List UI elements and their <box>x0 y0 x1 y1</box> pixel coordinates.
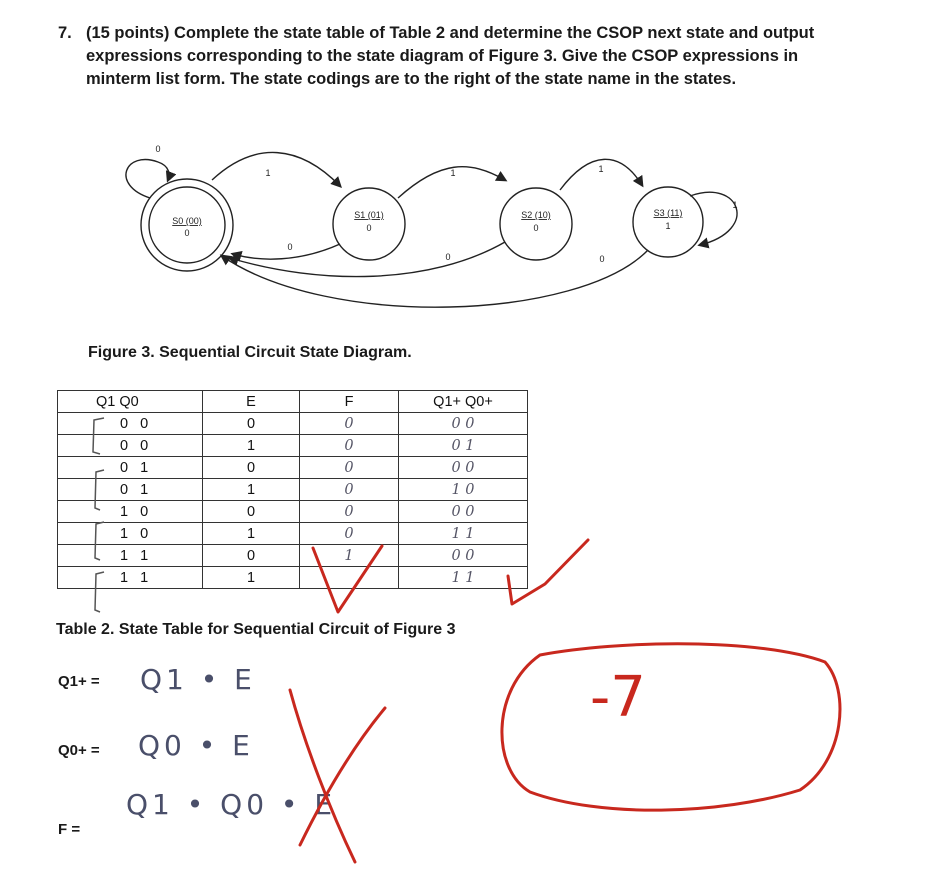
score-value: -7 <box>590 665 646 730</box>
cell-q: 0 0 <box>58 413 203 435</box>
state-s3-output: 1 <box>665 221 671 231</box>
cell-next: 1 1 <box>399 567 528 589</box>
state-s2-output: 0 <box>533 223 539 233</box>
state-s2-name: S2 (10) <box>521 210 551 220</box>
q0-next-label: Q0+ = <box>58 742 100 759</box>
cell-q: 1 1 <box>58 545 203 567</box>
cell-q: 0 0 <box>58 435 203 457</box>
check-mark <box>313 546 382 612</box>
cell-next: 1 1 <box>399 523 528 545</box>
cell-f: 0 <box>300 457 399 479</box>
cell-next: 0 0 <box>399 413 528 435</box>
f-output-label: F = <box>58 821 81 838</box>
edge-label-s3-s0: 0 <box>599 254 605 264</box>
edge-label-s0-s1: 1 <box>265 168 271 178</box>
cell-f: 0 <box>300 435 399 457</box>
cell-next: 0 1 <box>399 435 528 457</box>
cross-mark <box>300 708 385 845</box>
cell-e: 0 <box>203 501 300 523</box>
state-s0-output: 0 <box>184 228 190 238</box>
state-s1-name: S1 (01) <box>354 210 384 220</box>
cell-e: 0 <box>203 457 300 479</box>
cell-e: 1 <box>203 567 300 589</box>
header-q1q0: Q1 Q0 <box>58 391 203 413</box>
cell-q: 0 1 <box>58 479 203 501</box>
cell-e: 1 <box>203 435 300 457</box>
q1-next-label: Q1+ = <box>58 673 100 690</box>
header-e: E <box>203 391 300 413</box>
edge-label-s2-s3: 1 <box>598 164 604 174</box>
edge-label-s0-self: 0 <box>155 144 161 154</box>
cell-f: 1 <box>300 545 399 567</box>
state-s3-name: S3 (11) <box>653 208 683 218</box>
figure-caption: Figure 3. Sequential Circuit State Diagram. <box>88 344 412 361</box>
cell-f: 0 <box>300 413 399 435</box>
question-prompt: (15 points) Complete the state table of Table 2 and determine the CSOP next state and output expressions corresponding to the state diagram of Figure 3. Give the CSOP expressions in minterm list form. The state codings are to the right of the state name in the states. <box>86 24 815 88</box>
cross-mark <box>290 690 355 862</box>
f-output-answer: Q1 • Q0 • E <box>126 788 337 821</box>
edge-label-s1-s0: 0 <box>287 242 293 252</box>
cell-q: 1 0 <box>58 523 203 545</box>
question-number: 7. <box>58 24 72 42</box>
cell-e: 0 <box>203 545 300 567</box>
edge-label-s2-s0: 0 <box>445 252 451 262</box>
cell-next: 0 0 <box>399 501 528 523</box>
cell-f: 0 <box>300 479 399 501</box>
table-caption: Table 2. State Table for Sequential Circuit of Figure 3 <box>56 621 456 638</box>
cell-q: 1 0 <box>58 501 203 523</box>
check-mark <box>508 540 588 604</box>
q1-next-answer: Q1 • E <box>140 663 256 696</box>
state-s0-name: S0 (00) <box>172 216 202 226</box>
cell-next: 0 0 <box>399 545 528 567</box>
cell-next: 0 0 <box>399 457 528 479</box>
cell-q: 0 1 <box>58 457 203 479</box>
cell-f: 0 <box>300 523 399 545</box>
state-s1-output: 0 <box>366 223 372 233</box>
cell-e: 1 <box>203 523 300 545</box>
cell-q: 1 1 <box>58 567 203 589</box>
edge-label-s1-s2: 1 <box>450 168 456 178</box>
score-circle <box>502 644 840 810</box>
cell-e: 0 <box>203 413 300 435</box>
header-f: F <box>300 391 399 413</box>
header-next: Q1+ Q0+ <box>399 391 528 413</box>
cell-next: 1 0 <box>399 479 528 501</box>
q0-next-answer: Q0 • E <box>138 729 254 762</box>
cell-e: 1 <box>203 479 300 501</box>
edge-label-s3-self: 1 <box>732 200 738 210</box>
cell-f: 0 <box>300 501 399 523</box>
